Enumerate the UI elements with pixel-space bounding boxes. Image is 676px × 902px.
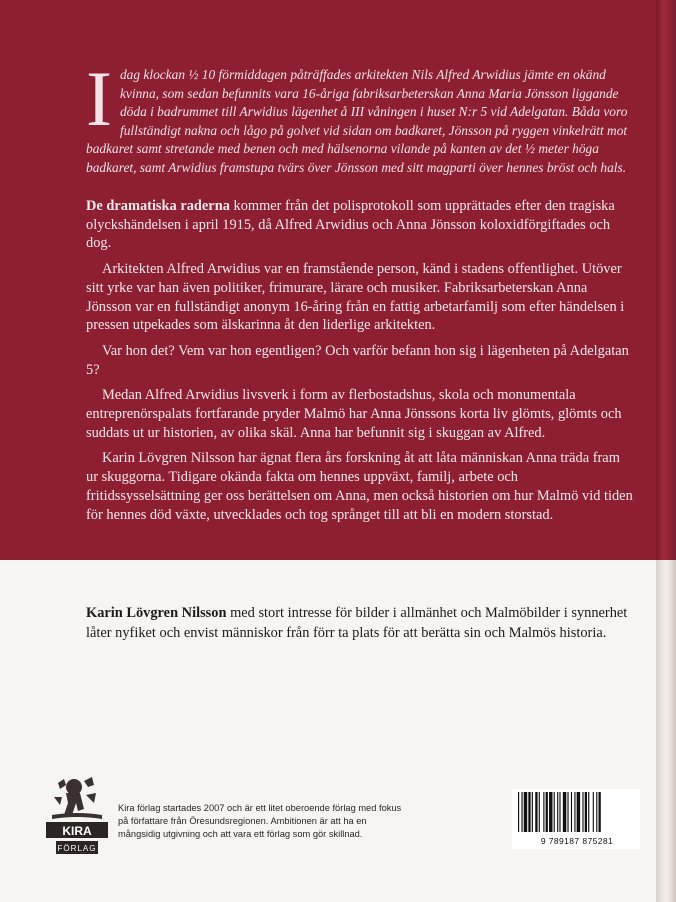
barcode-bar xyxy=(518,792,519,832)
barcode-bars xyxy=(512,789,640,835)
blurb-paragraph-2: Arkitekten Alfred Arwidius var en framstående person, känd i stadens offentlighet. Utöver sitt yrke var han även politiker, frimurare, lärare och musiker. Fabriksarbeterskan Anna Jönsson var en fullständigt anonym 16-åring från en fattig arbetarfamilj som efter händelsen i pressen utpekades som älskarinna åt den liderlige arkitekten. xyxy=(86,261,625,334)
publisher-description: Kira förlag startades 2007 och är ett litet oberoende förlag med fokus på författare från Öresundsregionen. Ambitionen är att ha en mångsidig utgivning och att vara ett förlag som gör skillnad. xyxy=(118,803,402,839)
barcode-bar xyxy=(546,792,548,832)
barcode-bar xyxy=(574,792,575,832)
barcode-bar xyxy=(599,792,601,832)
blurb-paragraph-3: Var hon det? Vem var hon egentligen? Och varför befann hon sig i lägenheten på Adelgatan 5? xyxy=(86,342,629,378)
barcode-bar xyxy=(521,792,522,832)
blurb-paragraph-1 xyxy=(86,197,634,253)
intro-quote-text: dag klockan ½ 10 förmiddagen påträffades arkitekten Nils Alfred Arwidius jämte en okänd kvinna, som sedan befunnits vara 16-åriga fabriksarbeterskan Anna Maria Jönsson liggande döda i badrummet till Arwidius lägenhet å III våningen i huset N:r 5 vid Adelgatan. Båda voro fullständigt nakna och lågo på golvet vid sidan om badkaret, Jönsson på ryggen vinkelrätt mot badkaret samt stretande med benen och med hälsenorna vilande på kanten av det ½ meter höga badkaret, samt Arwidius framstupa tvärs över Jönsson med sitt magparti över hennes bröst och hals. xyxy=(86,67,628,175)
logo-wordmark: KIRA xyxy=(62,824,92,838)
blurb-paragraph-4: Medan Alfred Arwidius livsverk i form av flerbostadshus, skola och monumentala entreprenörspalats fortfarande pryder Malmö har Anna Jönssons korta liv glömts, glömts och suddats ut ur historien, av olika skäl. Anna har befunnit sig i skuggan av Alfred. xyxy=(86,387,622,441)
blurb-body xyxy=(86,197,634,531)
blurb-paragraph-1-text: kommer från det polisprotokoll som upprättades efter den tragiska olyckshändelsen i april 1915, då Alfred Arwidius och Anna Jönsson koloxidförgiftades och dog. xyxy=(86,198,615,252)
barcode-bar xyxy=(577,792,580,832)
barcode-bar xyxy=(563,792,566,832)
author-bio xyxy=(86,604,634,643)
barcode-bar xyxy=(557,792,558,832)
barcode-bar xyxy=(588,792,589,832)
barcode-bar xyxy=(535,792,537,832)
logo-subtitle: FÖRLAG xyxy=(57,844,97,853)
barcode-bar xyxy=(524,792,527,832)
white-edge xyxy=(656,560,676,902)
barcode-bar xyxy=(567,792,568,832)
dropcap: I xyxy=(86,55,112,142)
barcode-bar xyxy=(528,792,530,832)
blurb-lead-bold: De dramatiska raderna xyxy=(86,198,230,214)
isbn-number: 9 789187 875281 xyxy=(540,836,614,846)
kira-forlag-logo xyxy=(44,775,110,860)
author-name: Karin Lövgren Nilsson xyxy=(86,605,227,621)
barcode-bar xyxy=(543,792,544,832)
barcode-bar xyxy=(549,792,552,832)
barcode-bar xyxy=(596,792,597,832)
barcode-bar xyxy=(593,792,594,832)
author-bio-text: med stort intresse för bilder i allmänhet och Malmöbilder i synnerhet låter nyfiket och envist människor från förr ta plats för att berätta sin och Malmös historia. xyxy=(86,605,628,641)
barcode-bar xyxy=(585,792,587,832)
barcode-bar xyxy=(532,792,533,832)
barcode-bar xyxy=(559,792,560,832)
barcode-bar xyxy=(554,792,555,832)
barcode-bar xyxy=(582,792,583,832)
blurb-paragraph-5: Karin Lövgren Nilsson har ägnat flera års forskning åt att låta människan Anna träda fram ur skuggorna. Tidigare okända fakta om hennes uppväxt, familj, arbete och fritidssysselsättning ger oss berättelsen om Anna, men också historien om hur Malmö vid tiden för hennes död växte, utvecklades och tog språnget till att bli en modern storstad. xyxy=(86,450,633,523)
barcode-bar xyxy=(571,792,572,832)
intro-quote xyxy=(86,55,634,178)
barcode-bar xyxy=(539,792,540,832)
